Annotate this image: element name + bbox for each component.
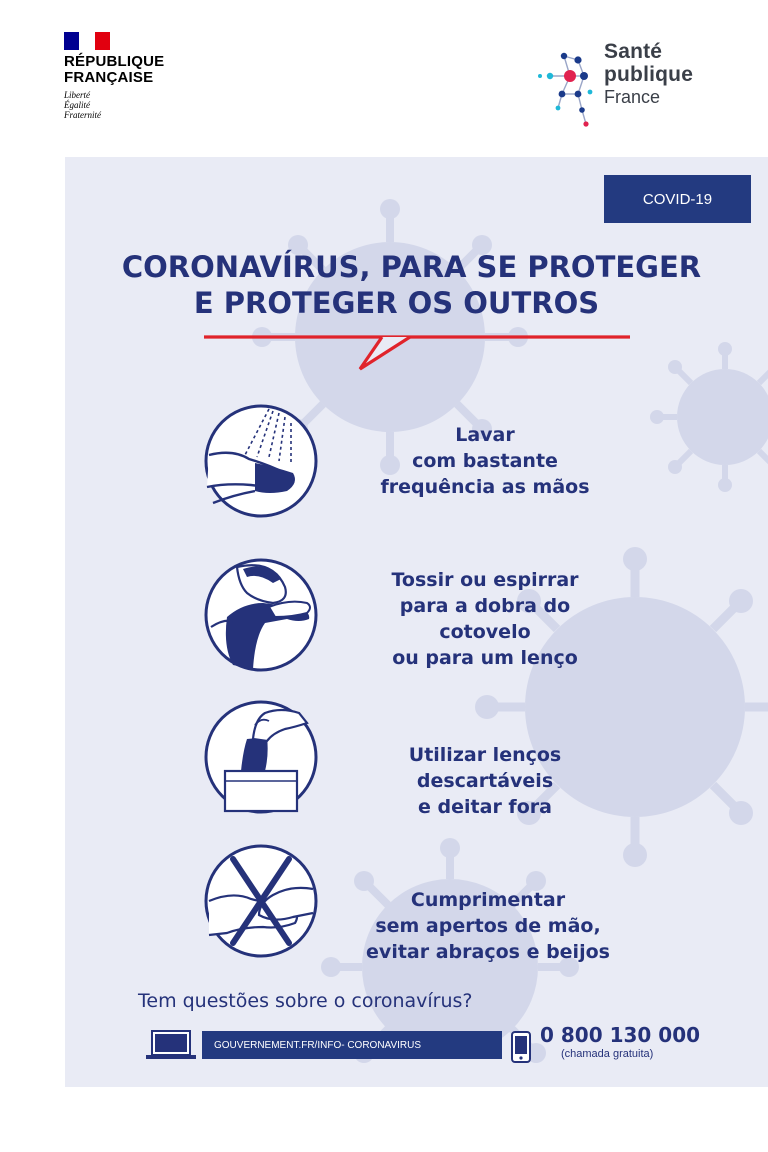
item-text-line: evitar abraços e beijos — [366, 941, 610, 963]
motto-egalite: Égalité — [64, 100, 90, 110]
item-text-line: Tossir ou espirrar — [391, 569, 579, 591]
no-handshake-icon — [203, 843, 319, 959]
tissue-box-icon — [203, 699, 319, 815]
questions-heading: Tem questões sobre o coronavírus? — [138, 990, 473, 1012]
item-text-line: Lavar — [455, 424, 515, 446]
republic-name-line1: RÉPUBLIQUE — [64, 53, 165, 70]
republic-name-line2: FRANÇAISE — [64, 69, 154, 86]
item-text-line: para a dobra do — [399, 595, 571, 617]
item-text-line: Cumprimentar — [410, 889, 566, 911]
hotline-note: (chamada gratuita) — [561, 1048, 654, 1060]
republic-motto — [64, 90, 184, 120]
item-no-handshake-text — [343, 887, 633, 965]
sante-publique-france-logo — [534, 36, 734, 132]
laptop-icon — [146, 1029, 196, 1061]
agency-name-line2: publique — [604, 63, 694, 86]
item-text-line: com bastante — [412, 450, 558, 472]
title-line1: CORONAVÍRUS, PARA SE PROTEGER — [121, 250, 702, 284]
molecule-dots-icon — [534, 36, 604, 132]
item-text-line: frequência as mãos — [380, 476, 590, 498]
poster-panel — [65, 157, 768, 1087]
item-text-line: sem apertos de mão, — [375, 915, 601, 937]
item-text-line: Utilizar lenços — [408, 744, 562, 766]
speech-bubble-underline — [202, 329, 632, 374]
item-text-line: descartáveis — [416, 770, 554, 792]
republique-francaise-logo — [64, 32, 184, 120]
hotline-number[interactable]: 0 800 130 000 — [540, 1023, 701, 1047]
item-tissue-text — [355, 742, 615, 820]
item-cough-elbow-text — [355, 567, 615, 671]
item-text-line: ou para um lenço — [392, 647, 578, 669]
info-url-link[interactable]: GOUVERNEMENT.FR/INFO- CORONAVIRUS — [202, 1031, 502, 1059]
agency-name-line3: France — [604, 87, 661, 107]
title-line2: E PROTEGER OS OUTROS — [193, 286, 600, 320]
virus-background-icon — [650, 342, 768, 492]
cough-elbow-icon — [203, 557, 319, 673]
item-text-line: cotovelo — [439, 621, 531, 643]
hand-washing-icon — [203, 403, 319, 519]
covid-19-tag: COVID-19 — [604, 175, 751, 223]
item-hand-washing-text — [355, 422, 615, 500]
motto-fraternite: Fraternité — [64, 110, 101, 120]
french-flag-icon — [64, 32, 110, 50]
motto-liberte: Liberté — [64, 90, 90, 100]
agency-name-line1: Santé — [604, 40, 663, 63]
smartphone-icon — [511, 1031, 531, 1063]
item-text-line: e deitar fora — [418, 796, 552, 818]
poster-title — [65, 249, 768, 321]
